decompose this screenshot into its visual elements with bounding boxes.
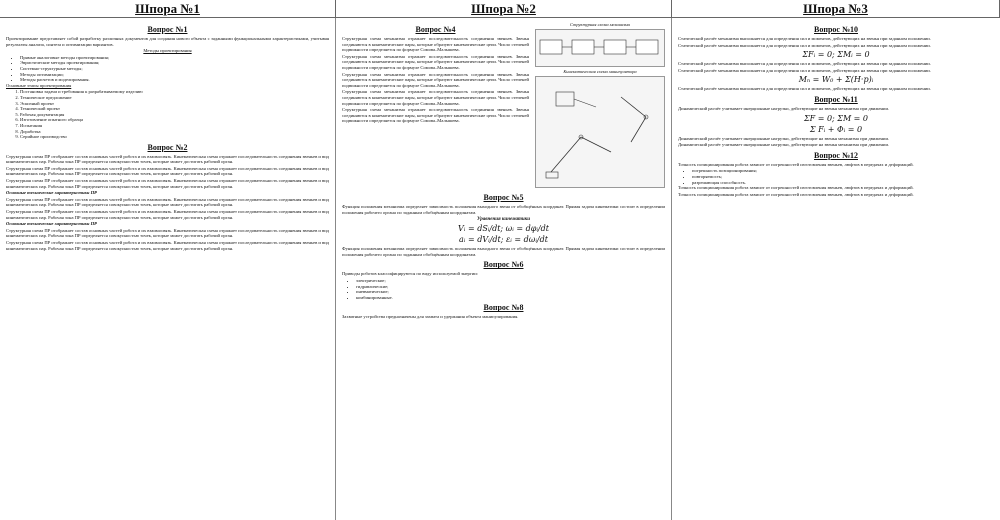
- q11-text-2: Динамический расчёт учитывает инерционные нагрузки, действующие на звенья механизма при движении.: [678, 135, 890, 141]
- list-item: • Системно-структурные методы;: [20, 66, 329, 72]
- column-2: [336, 18, 672, 520]
- q6-list: [342, 278, 665, 300]
- q1-stages-list: [6, 89, 329, 139]
- formula-velocity: Vᵢ = dSᵢ/dt; ωᵢ = dφᵢ/dt: [458, 224, 549, 234]
- q12-text: Точность позиционирования робота зависит от погрешностей изготовления звеньев, люфтов в передачах и деформаций.: [678, 161, 914, 167]
- question-6-title: Вопрос №6: [483, 260, 524, 270]
- q10-text: Статический расчёт механизма выполняется для определения сил и моментов, действующих на звенья при заданном положении.: [678, 36, 931, 41]
- manipulator-sketch: [536, 77, 664, 187]
- q4-text: Структурная схема механизма отражает последовательность соединения звеньев. Звенья соединяются в кинематические пары, которые образуют кинематические цепи. Число степеней подвижности определяется по формуле Сомова–Малышева.: [342, 36, 529, 53]
- q4-text-3: Структурная схема механизма отражает последовательность соединения звеньев. Звенья соединяются в кинематические пары, которые образуют кинематические цепи. Число степеней подвижности определяется по формуле Сомова–Малышева.: [342, 71, 529, 88]
- list-item: • Методы расчетов и моделирования.: [20, 77, 329, 83]
- q11-text: Динамический расчёт учитывает инерционные нагрузки, действующие на звенья механизма при движении.: [678, 105, 890, 111]
- figure-2-caption: Кинематическая схема манипулятора: [563, 69, 637, 74]
- question-12-title: Вопрос №12: [814, 150, 858, 160]
- list-item: 5. Рабочая документация: [20, 112, 329, 118]
- list-item: 7. Испытания: [20, 123, 329, 129]
- q4-text-2: Структурная схема механизма отражает последовательность соединения звеньев. Звенья соединяются в кинематические пары, которые образуют кинематические цепи. Число степеней подвижности определяется по формуле Сомова–Малышева.: [342, 53, 529, 70]
- q10-text-4: Статический расчёт механизма выполняется для определения сил и моментов, действующих на звенья при заданном положении.: [678, 67, 931, 73]
- q5-text: Функция положения механизма определяет зависимость положения выходного звена от обобщённых координат. Прямая задача кинематики состоит в определении положения рабочего органа по заданным обобщённым координатам.: [342, 204, 665, 215]
- q10-text-2: Статический расчёт механизма выполняется для определения сил и моментов, действующих на звенья при заданном положении.: [678, 42, 931, 48]
- list-item: • Эвристические методы проектирования;: [20, 60, 329, 66]
- q1-methods-list: [6, 55, 329, 83]
- q12-text-3: Точность позиционирования робота зависит от погрешностей изготовления звеньев, люфтов в передачах и деформаций.: [678, 191, 914, 197]
- sheet-1-title: Шпора №1: [0, 0, 336, 17]
- structural-diagram: [535, 29, 665, 67]
- structure-block-diagram: [536, 30, 664, 66]
- formula-acceleration: aᵢ = dVᵢ/dt; εᵢ = dωᵢ/dt: [459, 235, 548, 245]
- q8-text: Захватные устройства предназначены для захвата и удержания объекта манипулирования.: [342, 314, 519, 320]
- equation-moment: Mₙ = W₀ + Σ(H·p)ᵢ: [798, 75, 874, 85]
- list-item: • разрешающая способность.: [692, 180, 994, 186]
- list-item: • электрические;: [356, 278, 665, 284]
- q12-list: [678, 168, 994, 185]
- kinematic-diagram: [535, 76, 665, 188]
- list-item: 3. Эскизный проект: [20, 101, 329, 107]
- q12-text-2: Точность позиционирования робота зависит от погрешностей изготовления звеньев, люфтов в передачах и деформаций.: [678, 185, 914, 191]
- question-8-title: Вопрос №8: [483, 303, 524, 313]
- equation-equilibrium: ΣFᵢ = 0; ΣMᵢ = 0: [802, 50, 870, 60]
- equation-inertia: Σ Fᵢ + Φᵢ = 0: [809, 124, 863, 134]
- q1-stages-title: Основные этапы проектирования: [6, 82, 72, 88]
- q2-text-2: Структурная схема ПР отображает состав основных частей робота и их взаимосвязь. Кинематическая схема отражает последовательность соединения звеньев и вид кинематических пар. Рабочая зона ПР определяется совокупностью точек, которые может достигать рабочий орган.: [6, 165, 329, 177]
- question-2-title: Вопрос №2: [147, 142, 188, 152]
- list-item: • Прямые аналоговые методы проектирования;: [20, 55, 329, 61]
- question-1-title: Вопрос №1: [147, 25, 188, 34]
- list-item: • пневматические;: [356, 289, 665, 295]
- list-item: 8. Доработка: [20, 129, 329, 135]
- sheet-2-title: Шпора №2: [336, 0, 672, 17]
- list-item: 1. Постановка задачи и требования к разрабатываемому изделию: [20, 89, 329, 95]
- list-item: • Методы оптимизации;: [20, 72, 329, 78]
- q2-text: Структурная схема ПР отображает состав основных частей робота и их взаимосвязь. Кинематическая схема отражает последовательность соединения звеньев и вид кинематических пар. Рабочая зона ПР определяется совокупностью точек, которые может достигать рабочий орган.: [6, 153, 329, 165]
- header-row: [0, 0, 1000, 18]
- q2-italic-heading-2: Основные технические характеристики ПР: [6, 221, 97, 227]
- q2-italic-heading: Основные технические характеристики ПР: [6, 190, 97, 196]
- q1-intro: Проектирование представляет собой разработку различных документов для создания нового объекта с заданными функциональными характеристиками, учитывая результаты анализа, синтеза и оптимизации вариантов.: [6, 36, 329, 47]
- q4-text-5: Структурная схема механизма отражает последовательность соединения звеньев. Звенья соединяются в кинематические пары, которые образуют кинематические цепи. Число степеней подвижности определяется по формуле Сомова–Малышева.: [342, 107, 529, 124]
- equation-sum-forces: ΣF = 0; ΣM = 0: [803, 113, 869, 123]
- question-11-title: Вопрос №11: [814, 94, 858, 104]
- list-item: • погрешность позиционирования;: [692, 168, 994, 174]
- question-10-title: Вопрос №10: [814, 25, 858, 34]
- q2-text-5: Структурная схема ПР отображает состав основных частей робота и их взаимосвязь. Кинематическая схема отражает последовательность соединения звеньев и вид кинематических пар. Рабочая зона ПР определяется совокупностью точек, которые может достигать рабочий орган.: [6, 209, 329, 220]
- list-item: • комбинированные.: [356, 295, 665, 301]
- q5-text-2: Функция положения механизма определяет зависимость положения выходного звена от обобщённых координат. Прямая задача кинематики состоит в определении положения рабочего органа по заданным обобщённым координатам.: [342, 246, 665, 257]
- q1-methods-title: Методы проектирования: [143, 48, 192, 54]
- q2-text-7: Структурная схема ПР отображает состав основных частей робота и их взаимосвязь. Кинематическая схема отражает последовательность соединения звеньев и вид кинематических пар. Рабочая зона ПР определяется совокупностью точек, которые может достигать рабочий орган.: [6, 240, 329, 251]
- list-item: • повторяемость;: [692, 174, 994, 180]
- q2-text-3: Структурная схема ПР отображает состав основных частей робота и их взаимосвязь. Кинематическая схема отражает последовательность соединения звеньев и вид кинематических пар. Рабочая зона ПР определяется совокупностью точек, которые может достигать рабочий орган.: [6, 178, 329, 189]
- list-item: 6. Изготовление опытного образца: [20, 117, 329, 123]
- q2-text-6: Структурная схема ПР отображает состав основных частей робота и их взаимосвязь. Кинематическая схема отражает последовательность соединения звеньев и вид кинематических пар. Рабочая зона ПР определяется совокупностью точек, которые может достигать рабочий орган.: [6, 227, 329, 239]
- question-4-title: Вопрос №4: [415, 25, 456, 34]
- q4-text-4: Структурная схема механизма отражает последовательность соединения звеньев. Звенья соединяются в кинематические пары, которые образуют кинематические цепи. Число степеней подвижности определяется по формуле Сомова–Малышева.: [342, 89, 529, 106]
- q2-text-4: Структурная схема ПР отображает состав основных частей робота и их взаимосвязь. Кинематическая схема отражает последовательность соединения звеньев и вид кинематических пар. Рабочая зона ПР определяется совокупностью точек, которые может достигать рабочий орган.: [6, 196, 329, 208]
- q10-text-3: Статический расчёт механизма выполняется для определения сил и моментов, действующих на звенья при заданном положении.: [678, 61, 931, 67]
- q10-text-5: Статический расчёт механизма выполняется для определения сил и моментов, действующих на звенья при заданном положении.: [678, 86, 931, 92]
- column-1: [0, 18, 336, 520]
- q5-subtitle: Уравнения кинематики: [477, 217, 530, 223]
- sheet-3-title: Шпора №3: [672, 0, 1000, 17]
- q11-text-3: Динамический расчёт учитывает инерционные нагрузки, действующие на звенья механизма при движении.: [678, 142, 890, 148]
- list-item: 2. Техническое предложение: [20, 95, 329, 101]
- list-item: 9. Серийное производство: [20, 134, 329, 140]
- list-item: 4. Технический проект: [20, 106, 329, 112]
- list-item: • гидравлические;: [356, 284, 665, 290]
- figure-1-caption: Структурная схема механизма: [570, 22, 630, 27]
- q6-text: Приводы роботов классифицируются по виду используемой энергии:: [342, 271, 478, 277]
- question-5-title: Вопрос №5: [483, 193, 524, 202]
- column-3: [672, 18, 1000, 520]
